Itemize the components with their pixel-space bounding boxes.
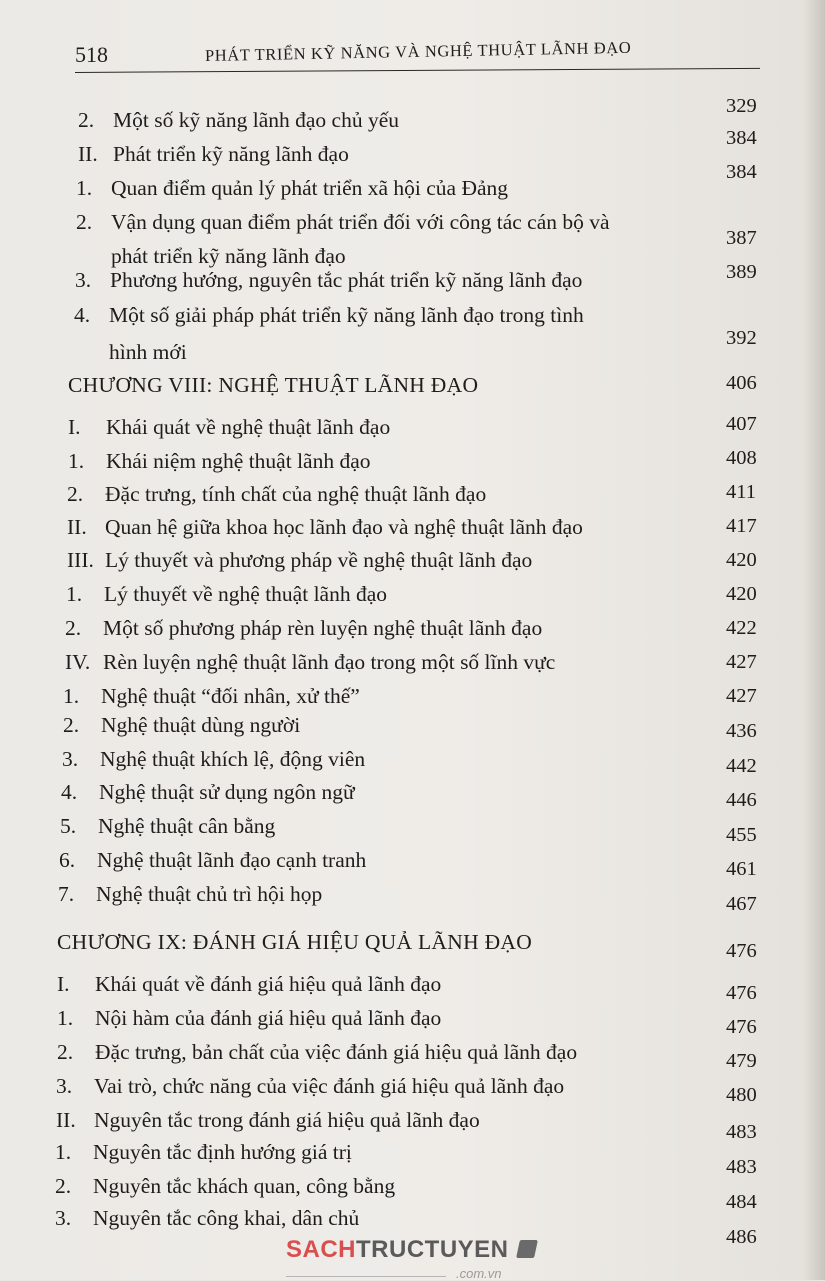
entry-title: Lý thuyết về nghệ thuật lãnh đạo	[104, 582, 388, 606]
entry-page-number: 329	[726, 95, 757, 117]
entry-title: Nguyên tắc công khai, dân chủ	[93, 1206, 360, 1230]
entry-page-number: 479	[726, 1050, 757, 1072]
entry-page-number: 420	[726, 549, 757, 571]
entry-page-number: 486	[726, 1226, 757, 1248]
entry-title: Nghệ thuật cân bằng	[98, 814, 276, 838]
chapter-title: CHƯƠNG VIII: NGHỆ THUẬT LÃNH ĐẠO	[68, 373, 479, 397]
entry-title: Đặc trưng, bản chất của việc đánh giá hiệu quả lãnh đạo	[95, 1040, 578, 1064]
entry-number: 1.	[63, 684, 80, 708]
entry-page-number: 384	[726, 161, 757, 183]
entry-title-continued: hình mới	[109, 340, 187, 364]
chapter-title: CHƯƠNG IX: ĐÁNH GIÁ HIỆU QUẢ LÃNH ĐẠO	[57, 930, 533, 954]
entry-page-number: 406	[726, 372, 757, 394]
entry-title: Nguyên tắc khách quan, công bằng	[93, 1174, 396, 1198]
chapter-heading	[68, 375, 478, 397]
entry-number: 7.	[58, 882, 75, 906]
entry-page-number: 455	[726, 824, 757, 846]
entry-page-number: 483	[726, 1121, 757, 1143]
entry-page-number: 427	[726, 651, 757, 673]
entry-number: 2.	[78, 108, 95, 132]
entry-page-number: 442	[726, 755, 757, 777]
entry-title: Nội hàm của đánh giá hiệu quả lãnh đạo	[95, 1006, 442, 1030]
entry-number: 2.	[67, 482, 84, 506]
entry-number: 4.	[61, 780, 78, 804]
entry-page-number: 484	[726, 1191, 757, 1213]
entry-number: II.	[67, 515, 87, 539]
entry-number: 1.	[55, 1140, 72, 1164]
entry-number: 2.	[55, 1174, 72, 1198]
entry-page-number: 467	[726, 893, 757, 915]
entry-title: Rèn luyện nghệ thuật lãnh đạo trong một số lĩnh vực	[103, 650, 556, 674]
entry-number: 1.	[68, 449, 85, 473]
entry-title: Quan hệ giữa khoa học lãnh đạo và nghệ thuật lãnh đạo	[105, 515, 583, 539]
page-number: 518	[75, 42, 108, 67]
entry-page-number: 480	[726, 1084, 757, 1106]
entry-title: Nghệ thuật khích lệ, động viên	[100, 747, 366, 771]
entry-page-number: 483	[726, 1156, 757, 1178]
entry-number: 2.	[63, 713, 80, 737]
entry-page-number: 387	[726, 227, 757, 249]
entry-number: IV.	[65, 650, 91, 674]
watermark-brand-part2: TRUCTUYEN	[356, 1236, 509, 1263]
watermark-brand	[286, 1236, 509, 1264]
entry-page-number: 411	[726, 481, 756, 503]
entry-page-number: 476	[726, 982, 757, 1004]
entry-title: Lý thuyết và phương pháp về nghệ thuật lãnh đạo	[105, 548, 533, 572]
entry-title: Khái quát về nghệ thuật lãnh đạo	[106, 415, 391, 439]
entry-number: 3.	[75, 268, 92, 292]
entry-number: 1.	[66, 582, 83, 606]
entry-page-number: 436	[726, 720, 757, 742]
entry-title: Nghệ thuật “đối nhân, xử thế”	[101, 684, 360, 708]
watermark-underline	[286, 1276, 446, 1277]
entry-number: III.	[67, 548, 94, 572]
entry-page-number: 461	[726, 858, 757, 880]
entry-title: Vận dụng quan điểm phát triển đối với công tác cán bộ và	[111, 210, 610, 234]
entry-page-number: 384	[726, 127, 757, 149]
entry-number: 2.	[76, 210, 93, 234]
entry-number: 6.	[59, 848, 76, 872]
entry-page-number: 476	[726, 1016, 757, 1038]
entry-page-number: 427	[726, 685, 757, 707]
entry-title: Một số phương pháp rèn luyện nghệ thuật lãnh đạo	[103, 616, 543, 640]
entry-number: 3.	[62, 747, 79, 771]
entry-title: Quan điểm quản lý phát triển xã hội của Đảng	[111, 176, 509, 200]
entry-number: 3.	[55, 1206, 72, 1230]
entry-number: II.	[56, 1108, 76, 1132]
entry-page-number: 408	[726, 447, 757, 469]
book-icon	[516, 1240, 538, 1258]
entry-number: 1.	[76, 176, 93, 200]
entry-number: 5.	[60, 814, 77, 838]
entry-page-number: 446	[726, 789, 757, 811]
entry-title: Đặc trưng, tính chất của nghệ thuật lãnh đạo	[105, 482, 487, 506]
entry-title: Phát triển kỹ năng lãnh đạo	[113, 142, 349, 166]
entry-title: Phương hướng, nguyên tắc phát triển kỹ năng lãnh đạo	[110, 268, 583, 292]
entry-number: II.	[78, 142, 98, 166]
entry-title: Nghệ thuật dùng người	[101, 713, 301, 737]
entry-number: 1.	[57, 1006, 74, 1030]
entry-title: Một số kỹ năng lãnh đạo chủ yếu	[113, 108, 400, 132]
entry-title: Nguyên tắc định hướng giá trị	[93, 1140, 352, 1164]
entry-page-number: 476	[726, 940, 757, 962]
entry-number: 2.	[65, 616, 82, 640]
running-title: PHÁT TRIỂN KỸ NĂNG VÀ NGHỆ THUẬT LÃNH ĐẠO	[204, 37, 632, 65]
entry-number: 4.	[74, 303, 91, 327]
entry-page-number: 392	[726, 327, 757, 349]
entry-number: 3.	[56, 1074, 73, 1098]
entry-page-number: 389	[726, 261, 757, 283]
entry-title-continued: phát triển kỹ năng lãnh đạo	[111, 244, 346, 268]
entry-number: 2.	[57, 1040, 74, 1064]
entry-title: Một số giải pháp phát triển kỹ năng lãnh đạo trong tình	[109, 303, 584, 327]
entry-page-number: 407	[726, 413, 757, 435]
entry-title: Nghệ thuật lãnh đạo cạnh tranh	[97, 848, 367, 872]
entry-number: I.	[57, 972, 70, 996]
entry-title: Nghệ thuật chủ trì hội họp	[96, 882, 323, 906]
entry-title: Nghệ thuật sử dụng ngôn ngữ	[99, 780, 355, 804]
entry-title: Nguyên tắc trong đánh giá hiệu quả lãnh đạo	[94, 1108, 480, 1132]
entry-title: Vai trò, chức năng của việc đánh giá hiệu quả lãnh đạo	[94, 1074, 565, 1098]
entry-page-number: 422	[726, 617, 757, 639]
entry-title: Khái quát về đánh giá hiệu quả lãnh đạo	[95, 972, 442, 996]
watermark-domain: .com.vn	[456, 1266, 502, 1281]
entry-number: I.	[68, 415, 81, 439]
watermark	[286, 1236, 546, 1280]
watermark-brand-part1: SACH	[286, 1236, 357, 1263]
chapter-heading	[57, 932, 532, 954]
entry-title: Khái niệm nghệ thuật lãnh đạo	[106, 449, 371, 473]
entry-page-number: 417	[726, 515, 757, 537]
entry-page-number: 420	[726, 583, 757, 605]
